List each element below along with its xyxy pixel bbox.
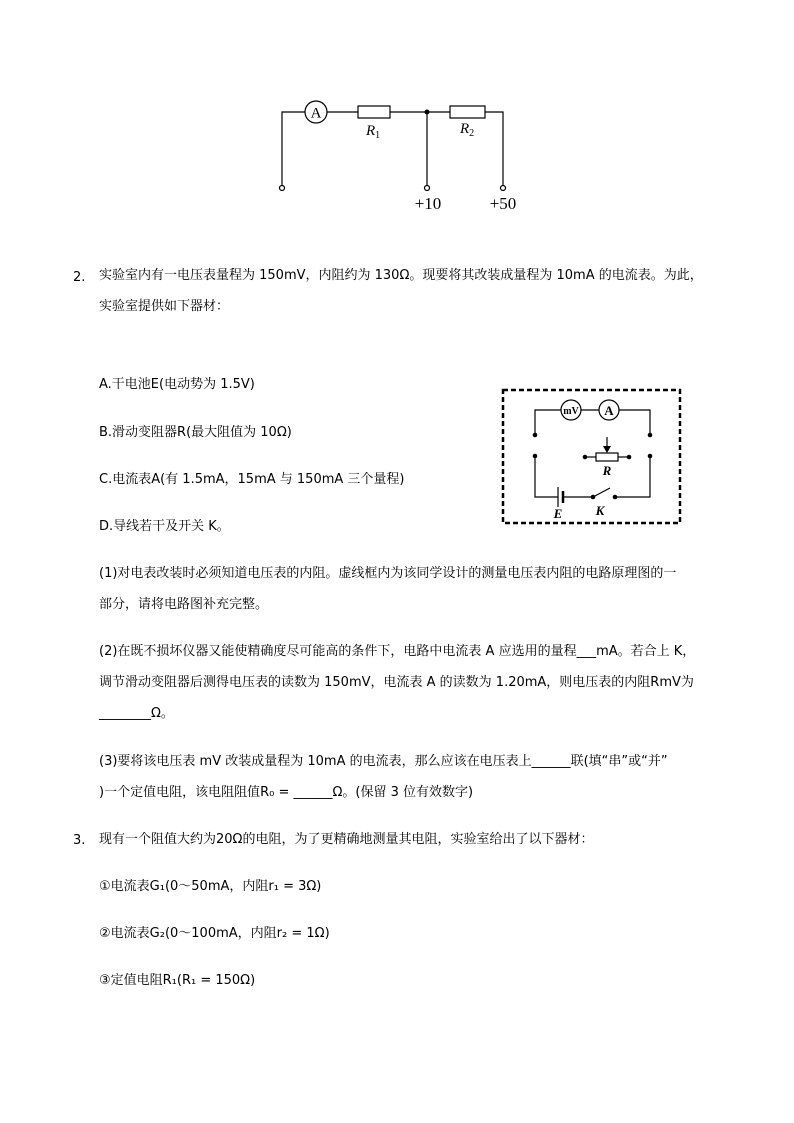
- part-2-line-2: 调节滑动变阻器后测得电压表的读数为 150mV，电流表 A 的读数为 1.20mA，则电压表的内阻RmV为: [99, 675, 694, 690]
- circuit-figure-2: [500, 387, 685, 527]
- equipment-item-2: ②电流表G₂(0～100mA，内阻r₂ = 1Ω): [99, 926, 330, 941]
- question-2-number: 2.: [73, 270, 86, 285]
- option-d: D.导线若干及开关 K。: [99, 519, 230, 534]
- r2-label: R: [460, 121, 470, 137]
- question-2-line-2: 实验室提供如下器材：: [99, 299, 230, 314]
- rheostat-label: R: [602, 463, 612, 478]
- option-c: C.电流表A(有 1.5mA，15mA 与 150mA 三个量程): [99, 472, 405, 487]
- part-3-line-1: (3)要将该电压表 mV 改装成量程为 10mA 的电流表，那么应该在电压表上______联(填“串”或“并”: [99, 754, 668, 769]
- battery-label: E: [553, 506, 563, 521]
- millivoltmeter-label: mV: [563, 406, 579, 417]
- r1-label: R: [366, 123, 376, 139]
- option-a: A.干电池E(电动势为 1.5V): [99, 377, 255, 392]
- question-3-number: 3.: [73, 833, 86, 848]
- terminal-10-label: +10: [414, 194, 442, 213]
- part-1-line-2: 部分，请将电路图补充完整。: [99, 597, 269, 612]
- r1-subscript: 1: [375, 130, 381, 141]
- ammeter-2-label: A: [604, 403, 614, 418]
- option-b: B.滑动变阻器R(最大阻值为 10Ω): [99, 425, 292, 440]
- circuit-figure-1: [270, 95, 530, 220]
- question-2-line-1: 实验室内有一电压表量程为 150mV，内阻约为 130Ω。现要将其改装成量程为 10mA 的电流表。为此，: [99, 268, 703, 283]
- equipment-item-1: ①电流表G₁(0～50mA，内阻r₁ = 3Ω): [99, 879, 322, 894]
- switch-label: K: [595, 503, 605, 518]
- svg-text:R1: [365, 123, 380, 141]
- r2-subscript: 2: [469, 128, 475, 139]
- svg-text:R2: [459, 121, 474, 139]
- equipment-item-3: ③定值电阻R₁(R₁ = 150Ω): [99, 973, 256, 988]
- part-2-line-1: (2)在既不损坏仪器又能使精确度尽可能高的条件下，电路中电流表 A 应选用的量程___mA。若合上 K，: [99, 644, 696, 659]
- part-3-line-2: )一个定值电阻，该电阻阻值R₀ = ______Ω。(保留 3 位有效数字): [99, 785, 474, 800]
- part-2-line-3: ________Ω。: [99, 706, 174, 721]
- terminal-50-label: +50: [489, 194, 517, 213]
- ammeter-label: A: [310, 105, 322, 122]
- part-1-line-1: (1)对电表改装时必须知道电压表的内阻。虚线框内为该同学设计的测量电压表内阻的电路原理图的一: [99, 566, 677, 581]
- question-3-line-1: 现有一个阻值大约为20Ω的电阻，为了更精确地测量其电阻，实验室给出了以下器材：: [99, 832, 594, 847]
